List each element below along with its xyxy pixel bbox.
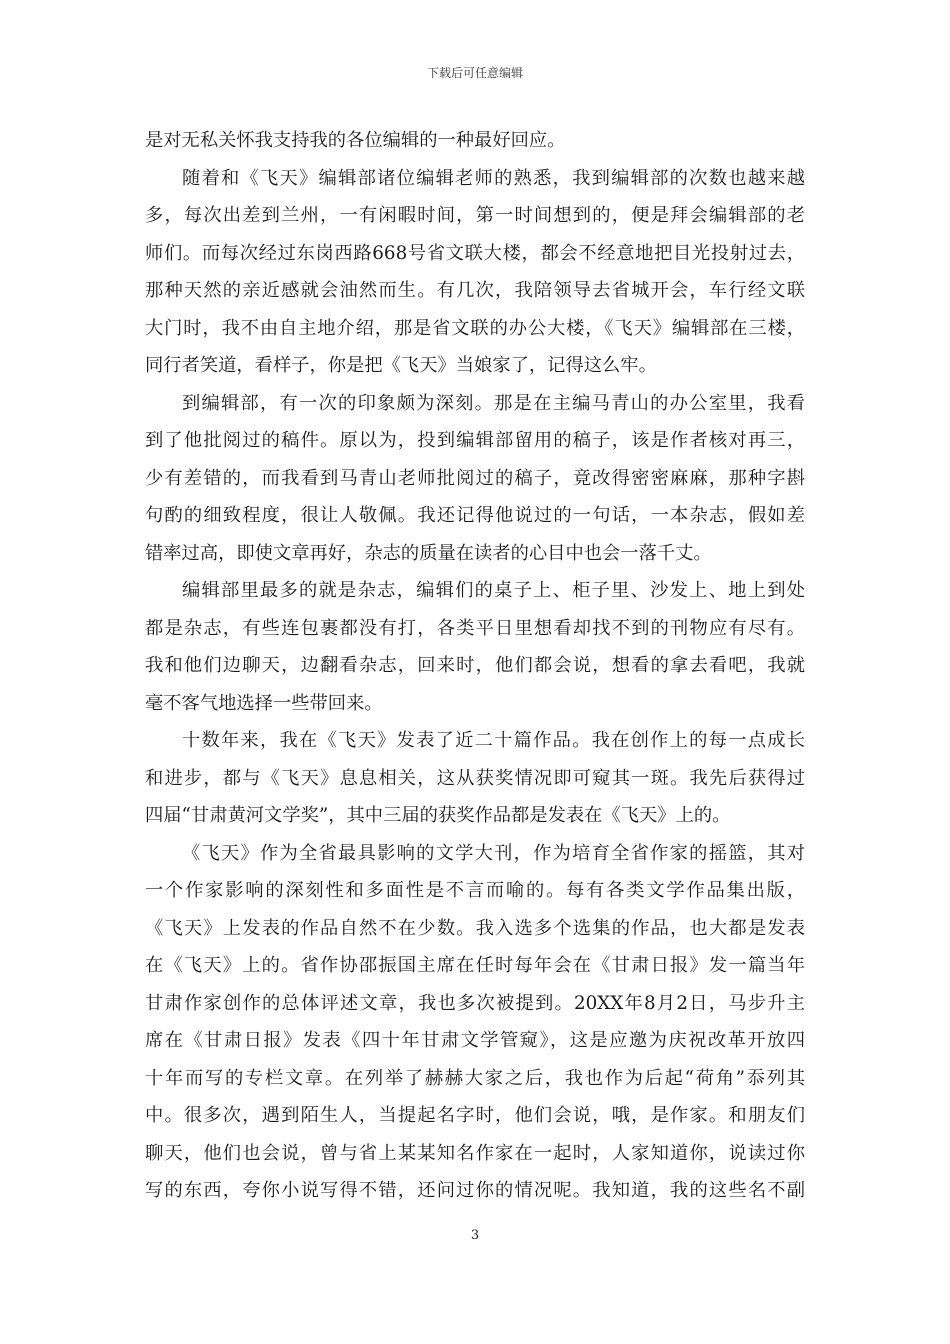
text-line: 和进步，都与《飞天》息息相关，这从获奖情况即可窥其一斑。我先后获得过 <box>145 767 805 789</box>
text-line: 多，每次出差到兰州，一有闲暇时间，第一时间想到的，便是拜会编辑部的老 <box>145 205 805 226</box>
text-line: 甘肃作家创作的总体评述文章，我也多次被提到。20XX年8月2日，马步升主 <box>145 992 805 1014</box>
text-line: 那种天然的亲近感就会油然而生。有几次，我陪领导去省城开会，车行经文联 <box>145 280 805 301</box>
text-line: 一个作家影响的深刻性和多面性是不言而喻的。每有各类文学作品集出版， <box>145 880 805 901</box>
text-line: 到了他批阅过的稿件。原以为，投到编辑部留用的稿子，该是作者核对再三， <box>145 430 805 451</box>
text-line: 《飞天》作为全省最具影响的文学大刊，作为培育全省作家的摇篮，其对 <box>182 842 805 864</box>
page-header: 下载后可任意编辑 <box>426 66 523 80</box>
text-line: 少有差错的，而我看到马青山老师批阅过的稿子，竟改得密密麻麻，那种字斟 <box>145 467 805 489</box>
text-line: 十年而写的专栏文章。在列举了赫赫大家之后，我也作为后起“荷角”忝列其 <box>145 1067 805 1089</box>
text-line: 在《飞天》上的。省作协邵振国主席在任时每年会在《甘肃日报》发一篇当年 <box>145 955 805 976</box>
body-text <box>145 122 805 1210</box>
text-line: 编辑部里最多的就是杂志，编辑们的桌子上、柜子里、沙发上、地上到处 <box>182 580 805 601</box>
text-line: 中。很多次，遇到陌生人，当提起名字时，他们会说，哦，是作家。和朋友们 <box>145 1105 805 1126</box>
text-line: 师们。而每次经过东岗西路668号省文联大楼，都会不经意地把目光投射过去， <box>145 242 805 264</box>
text-line: 我和他们边聊天，边翻看杂志，回来时，他们都会说，想看的拿去看吧，我就 <box>145 655 805 676</box>
text-line: 句酌的细致程度，很让人敬佩。我还记得他说过的一句话，一本杂志，假如差 <box>145 505 805 526</box>
text-line: 是对无私关怀我支持我的各位编辑的一种最好回应。 <box>145 130 566 151</box>
text-line: 都是杂志，有些连包裹都没有打，各类平日里想看却找不到的刊物应有尽有。 <box>145 617 805 639</box>
text-line: 大门时，我不由自主地介绍，那是省文联的办公大楼，《飞天》编辑部在三楼， <box>145 317 805 339</box>
text-line: 《飞天》上发表的作品自然不在少数。我入选多个选集的作品，也大都是发表 <box>145 917 805 939</box>
text-line: 写的东西，夸你小说写得不错，还问过你的情况呢。我知道，我的这些名不副 <box>145 1180 805 1201</box>
text-line: 聊天，他们也会说，曾与省上某某知名作家在一起时，人家知道你，说读过你 <box>145 1142 805 1164</box>
text-line: 错率过高，即使文章再好，杂志的质量在读者的心目中也会一落千丈。 <box>145 542 712 564</box>
text-line: 同行者笑道，看样子，你是把《飞天》当娘家了，记得这么牢。 <box>145 355 657 376</box>
page-number: 3 <box>470 1228 480 1243</box>
text-line: 席在《甘肃日报》发表《四十年甘肃文学管窥》，这是应邀为庆祝改革开放四 <box>145 1030 805 1051</box>
text-line: 到编辑部，有一次的印象颇为深刻。那是在主编马青山的办公室里，我看 <box>182 392 805 414</box>
text-line: 十数年来，我在《飞天》发表了近二十篇作品。我在创作上的每一点成长 <box>182 730 805 751</box>
text-line: 毫不客气地选择一些带回来。 <box>145 692 383 714</box>
text-line: 随着和《飞天》编辑部诸位编辑老师的熟悉，我到编辑部的次数也越来越 <box>182 167 805 189</box>
text-line: 四届“甘肃黄河文学奖”，其中三届的获奖作品都是发表在《飞天》上的。 <box>145 805 731 826</box>
